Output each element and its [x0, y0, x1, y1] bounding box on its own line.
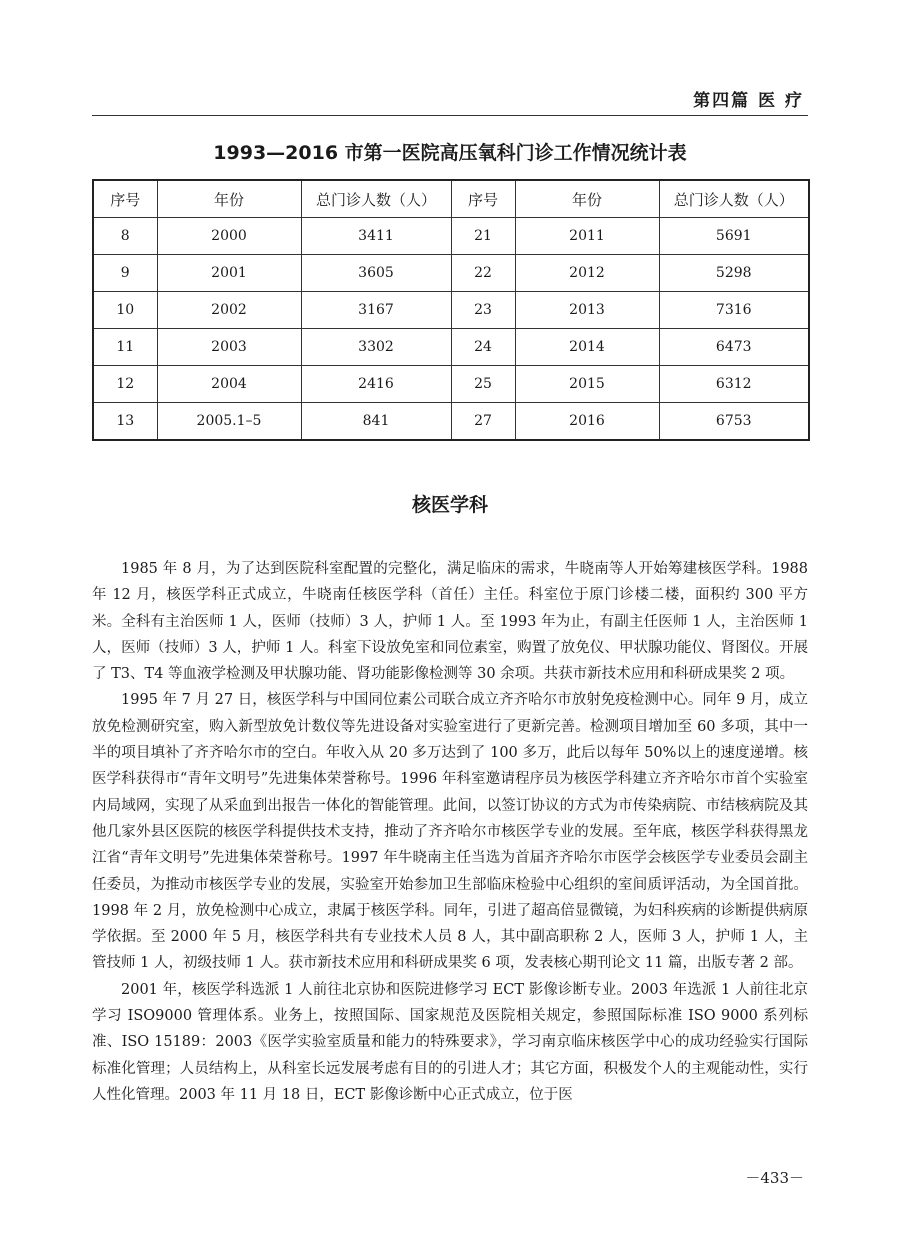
table-cell: 3302	[301, 329, 451, 366]
col-header-year: 年份	[157, 180, 301, 218]
col-header-total-visits: 总门诊人数（人）	[301, 180, 451, 218]
header-rule	[92, 115, 808, 116]
table-cell: 2005.1–5	[157, 403, 301, 441]
table-cell: 6753	[659, 403, 809, 441]
table-cell: 13	[93, 403, 157, 441]
table-cell: 8	[93, 218, 157, 255]
table-cell: 22	[451, 255, 515, 292]
table-cell: 5298	[659, 255, 809, 292]
section-body	[92, 556, 808, 1108]
col-header-serial: 序号	[451, 180, 515, 218]
table-cell: 27	[451, 403, 515, 441]
table-header-row	[93, 180, 809, 218]
table-row	[93, 218, 809, 255]
table-title: 1993—2016 市第一医院高压氧科门诊工作情况统计表	[213, 142, 687, 164]
table-cell: 21	[451, 218, 515, 255]
table-cell: 3167	[301, 292, 451, 329]
running-head: 第四篇 医 疗	[693, 91, 804, 111]
table-cell: 11	[93, 329, 157, 366]
table-cell: 2015	[515, 366, 659, 403]
table-row	[93, 255, 809, 292]
page-number: －433－	[745, 1169, 804, 1187]
col-header-year: 年份	[515, 180, 659, 218]
table-cell: 2011	[515, 218, 659, 255]
table-row	[93, 366, 809, 403]
table-cell: 2004	[157, 366, 301, 403]
table-cell: 12	[93, 366, 157, 403]
table-cell: 10	[93, 292, 157, 329]
body-paragraph: 1985 年 8 月，为了达到医院科室配置的完整化，满足临床的需求，牛晓南等人开始筹建核医学科。1988 年 12 月，核医学科正式成立，牛晓南任核医学科（首任）主任。科室位于原门诊楼二楼，面积约 300 平方米。全科有主治医师 1 人，医师（技师）3 人，护师 1 人。至 1993 年为止，有副主任医师 1 人，主治医师 1 人，医师（技师）3 人，护师 1 人。科室下设放免室和同位素室，购置了放免仪、甲状腺功能仪、肾图仪。开展了 T3、T4 等血液学检测及甲状腺功能、肾功能影像检测等 30 余项。共获市新技术应用和科研成果奖 2 项。	[92, 561, 808, 683]
table-cell: 2003	[157, 329, 301, 366]
table-cell: 2001	[157, 255, 301, 292]
table-cell: 24	[451, 329, 515, 366]
body-paragraph: 1995 年 7 月 27 日，核医学科与中国同位素公司联合成立齐齐哈尔市放射免疫检测中心。同年 9 月，成立放免检测研究室，购入新型放免计数仪等先进设备对实验室进行了更新完善。检测项目增加至 60 多项，其中一半的项目填补了齐齐哈尔市的空白。年收入从 20 多万达到了 100 多万，此后以每年 50%以上的速度递增。核医学科获得市“青年文明号”先进集体荣誉称号。1996 年科室邀请程序员为核医学科建立齐齐哈尔市首个实验室内局域网，实现了从采血到出报告一体化的智能管理。此间，以签订协议的方式为市传染病院、市结核病院及其他几家外县区医院的核医学科提供技术支持，推动了齐齐哈尔市核医学专业的发展。至年底，核医学科获得黑龙江省“青年文明号”先进集体荣誉称号。1997 年牛晓南主任当选为首届齐齐哈尔市医学会核医学专业委员会副主任委员，为推动市核医学专业的发展，实验室开始参加卫生部临床检验中心组织的室间质评活动，为全国首批。1998 年 2 月，放免检测中心成立，隶属于核医学科。同年，引进了超高倍显微镜，为妇科疾病的诊断提供病原学依据。至 2000 年 5 月，核医学科共有专业技术人员 8 人，其中副高职称 2 人，医师 3 人，护师 1 人，主管技师 1 人，初级技师 1 人。获市新技术应用和科研成果奖 6 项，发表核心期刊论文 11 篇，出版专著 2 部。	[92, 692, 808, 972]
table-cell: 25	[451, 366, 515, 403]
col-header-total-visits: 总门诊人数（人）	[659, 180, 809, 218]
table-cell: 2013	[515, 292, 659, 329]
table-cell: 6473	[659, 329, 809, 366]
table-cell: 9	[93, 255, 157, 292]
table-cell: 2416	[301, 366, 451, 403]
table-row	[93, 292, 809, 329]
section-title: 核医学科	[411, 494, 488, 516]
table-row	[93, 403, 809, 441]
table-cell: 2012	[515, 255, 659, 292]
table-cell: 3605	[301, 255, 451, 292]
table-cell: 841	[301, 403, 451, 441]
outpatient-statistics-table	[92, 179, 810, 441]
table-cell: 2014	[515, 329, 659, 366]
col-header-serial: 序号	[93, 180, 157, 218]
table-cell: 3411	[301, 218, 451, 255]
table-cell: 23	[451, 292, 515, 329]
table-cell: 5691	[659, 218, 809, 255]
table-cell: 7316	[659, 292, 809, 329]
table-cell: 2000	[157, 218, 301, 255]
table-row	[93, 329, 809, 366]
body-paragraph: 2001 年，核医学科选派 1 人前往北京协和医院进修学习 ECT 影像诊断专业。2003 年选派 1 人前往北京学习 ISO9000 管理体系。业务上，按照国际、国家规范及医院相关规定，参照国际标准 ISO 9000 系列标准、ISO 15189：2003《医学实验室质量和能力的特殊要求》，学习南京临床核医学中心的成功经验实行国际标准化管理；人员结构上，从科室长远发展考虑有目的的引进人才；其它方面，积极发个人的主观能动性，实行人性化管理。2003 年 11 月 18 日，ECT 影像诊断中心正式成立，位于医	[92, 981, 808, 1103]
table-cell: 2016	[515, 403, 659, 441]
table-cell: 6312	[659, 366, 809, 403]
table-cell: 2002	[157, 292, 301, 329]
